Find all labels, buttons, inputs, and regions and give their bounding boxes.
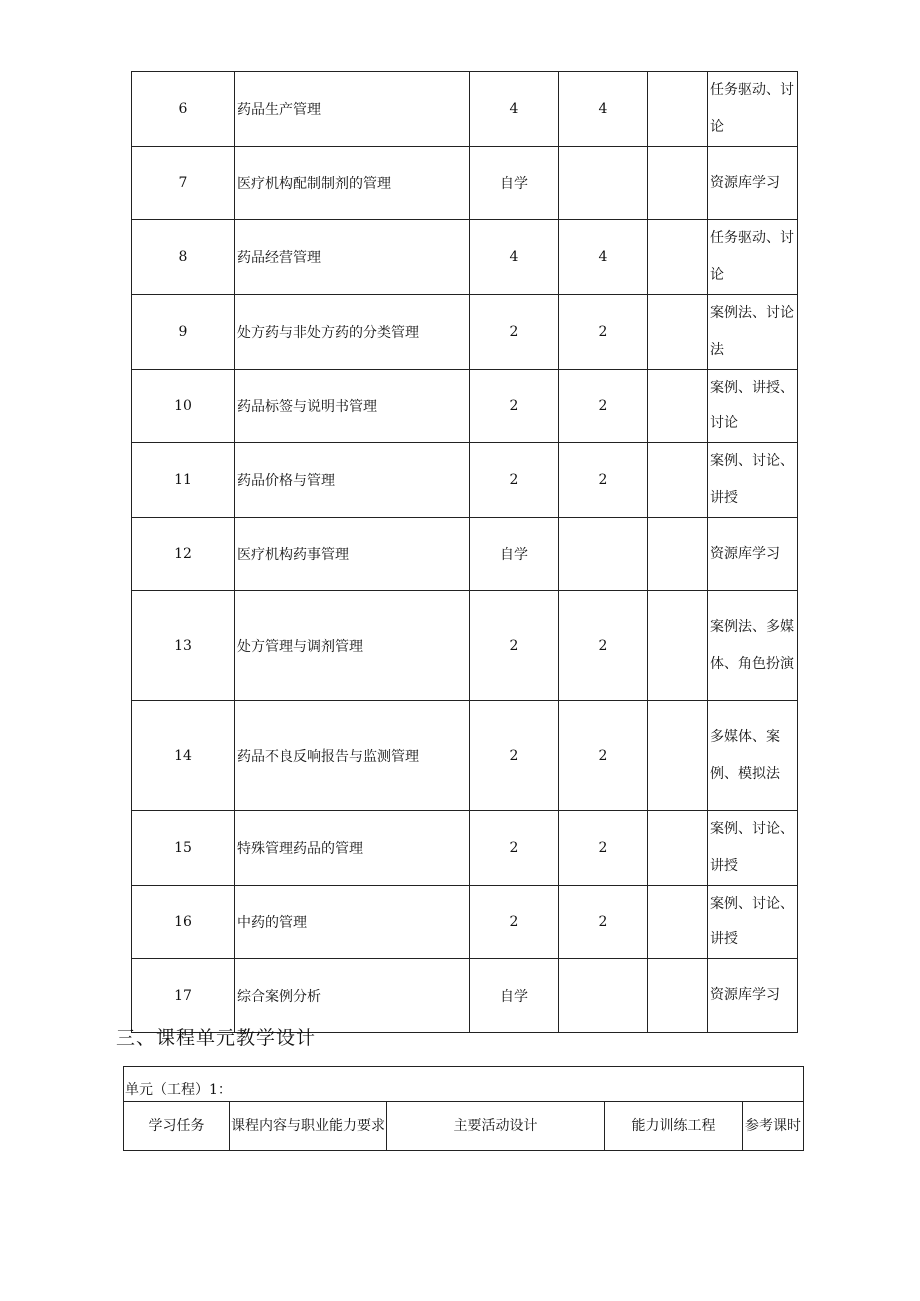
hours-a: 2 [470, 295, 559, 370]
table-row [132, 147, 798, 220]
hours-b: 2 [559, 443, 648, 518]
table-row [132, 443, 798, 518]
teaching-method-text: 资源库学习 [710, 987, 780, 1003]
header-activity-design: 主要活动设计 [387, 1102, 605, 1151]
row-number: 13 [132, 591, 235, 701]
row-number: 11 [132, 443, 235, 518]
topic-name-text: 处方管理与调剂管理 [237, 638, 363, 655]
hours-a: 4 [470, 72, 559, 147]
teaching-method-text: 案例、讨论、讲授 [710, 821, 794, 874]
topic-name-text: 药品不良反响报告与监测管理 [237, 748, 419, 765]
row-number: 17 [132, 959, 235, 1033]
hours-a: 2 [470, 443, 559, 518]
hours-a: 2 [470, 701, 559, 811]
row-number: 9 [132, 295, 235, 370]
header-ability-training: 能力训练工程 [605, 1102, 743, 1151]
topic-name [235, 959, 470, 1033]
row-number: 6 [132, 72, 235, 147]
table-row [132, 591, 798, 701]
hours-b: 2 [559, 811, 648, 886]
topic-name [235, 811, 470, 886]
teaching-method-text: 资源库学习 [710, 174, 780, 191]
table-row [132, 518, 798, 591]
hours-b: 2 [559, 370, 648, 443]
table-row [132, 370, 798, 443]
hours-b [559, 518, 648, 591]
topic-name-text: 药品价格与管理 [237, 473, 335, 489]
topic-name-text: 药品标签与说明书管理 [237, 399, 377, 415]
hours-c [648, 811, 708, 886]
hours-c [648, 591, 708, 701]
table-row [132, 701, 798, 811]
row-number: 14 [132, 701, 235, 811]
row-number: 16 [132, 886, 235, 959]
hours-a: 自学 [470, 518, 559, 591]
hours-c [648, 701, 708, 811]
table-row [132, 220, 798, 295]
hours-b: 2 [559, 591, 648, 701]
teaching-method-text: 资源库学习 [710, 545, 780, 562]
teaching-method [708, 886, 798, 959]
table-row [132, 959, 798, 1033]
row-number: 7 [132, 147, 235, 220]
row-number: 15 [132, 811, 235, 886]
hours-b: 4 [559, 72, 648, 147]
teaching-method-text: 案例、讲授、讨论 [710, 380, 794, 431]
hours-c [648, 518, 708, 591]
hours-c [648, 959, 708, 1033]
teaching-method [708, 295, 798, 370]
hours-b: 2 [559, 295, 648, 370]
row-number: 12 [132, 518, 235, 591]
table-row [132, 295, 798, 370]
topic-name [235, 295, 470, 370]
teaching-method [708, 811, 798, 886]
hours-c [648, 72, 708, 147]
topic-name [235, 886, 470, 959]
topic-name-text: 综合案例分析 [237, 988, 321, 1005]
hours-a: 2 [470, 886, 559, 959]
hours-b: 2 [559, 886, 648, 959]
header-reference-hours: 参考课时 [743, 1102, 804, 1151]
teaching-method-text: 案例、讨论、讲授 [710, 896, 794, 947]
topic-name-text: 药品经营管理 [237, 250, 321, 266]
hours-c [648, 220, 708, 295]
teaching-method [708, 701, 798, 811]
topic-name-text: 特殊管理药品的管理 [237, 841, 363, 857]
topic-name [235, 591, 470, 701]
table-row [132, 886, 798, 959]
topic-name [235, 518, 470, 591]
topic-name-text: 医疗机构配制制剂的管理 [237, 176, 391, 192]
teaching-method-text: 任务驱动、讨论 [710, 82, 794, 135]
teaching-method [708, 518, 798, 591]
topic-name [235, 72, 470, 147]
topic-name-text: 药品生产管理 [237, 102, 321, 118]
hours-a: 4 [470, 220, 559, 295]
table-row [132, 811, 798, 886]
row-number: 10 [132, 370, 235, 443]
hours-c [648, 147, 708, 220]
teaching-method [708, 72, 798, 147]
hours-c [648, 443, 708, 518]
teaching-method [708, 220, 798, 295]
unit-design-table [123, 1066, 804, 1151]
teaching-method-text: 案例法、多媒体、角色扮演 [710, 618, 794, 672]
hours-a: 2 [470, 370, 559, 443]
hours-c [648, 370, 708, 443]
course-schedule-table [131, 71, 798, 1033]
topic-name [235, 147, 470, 220]
hours-b: 4 [559, 220, 648, 295]
table-row [132, 72, 798, 147]
topic-name-text: 中药的管理 [237, 915, 307, 931]
hours-a: 2 [470, 811, 559, 886]
hours-a: 自学 [470, 959, 559, 1033]
header-course-content: 课程内容与职业能力要求 [230, 1102, 387, 1151]
topic-name-text: 处方药与非处方药的分类管理 [237, 325, 419, 341]
teaching-method-text: 任务驱动、讨论 [710, 230, 794, 283]
hours-c [648, 886, 708, 959]
teaching-method [708, 591, 798, 701]
hours-a: 自学 [470, 147, 559, 220]
unit-title: 单元（工程）1： [124, 1067, 804, 1102]
hours-b [559, 147, 648, 220]
teaching-method-text: 案例法、讨论法 [710, 305, 794, 358]
teaching-method [708, 959, 798, 1033]
teaching-method-text: 多媒体、案例、模拟法 [710, 728, 780, 782]
row-number: 8 [132, 220, 235, 295]
topic-name [235, 701, 470, 811]
hours-c [648, 295, 708, 370]
topic-name-text: 医疗机构药事管理 [237, 547, 349, 563]
topic-name [235, 370, 470, 443]
section-title: 三、课程单元教学设计 [116, 1027, 317, 1049]
teaching-method [708, 370, 798, 443]
unit-title-row [124, 1067, 804, 1102]
header-learning-task: 学习任务 [124, 1102, 230, 1151]
topic-name [235, 443, 470, 518]
hours-b: 2 [559, 701, 648, 811]
hours-b [559, 959, 648, 1033]
teaching-method-text: 案例、讨论、讲授 [710, 453, 794, 506]
hours-a: 2 [470, 591, 559, 701]
teaching-method [708, 443, 798, 518]
topic-name [235, 220, 470, 295]
teaching-method [708, 147, 798, 220]
unit-header-row [124, 1102, 804, 1151]
